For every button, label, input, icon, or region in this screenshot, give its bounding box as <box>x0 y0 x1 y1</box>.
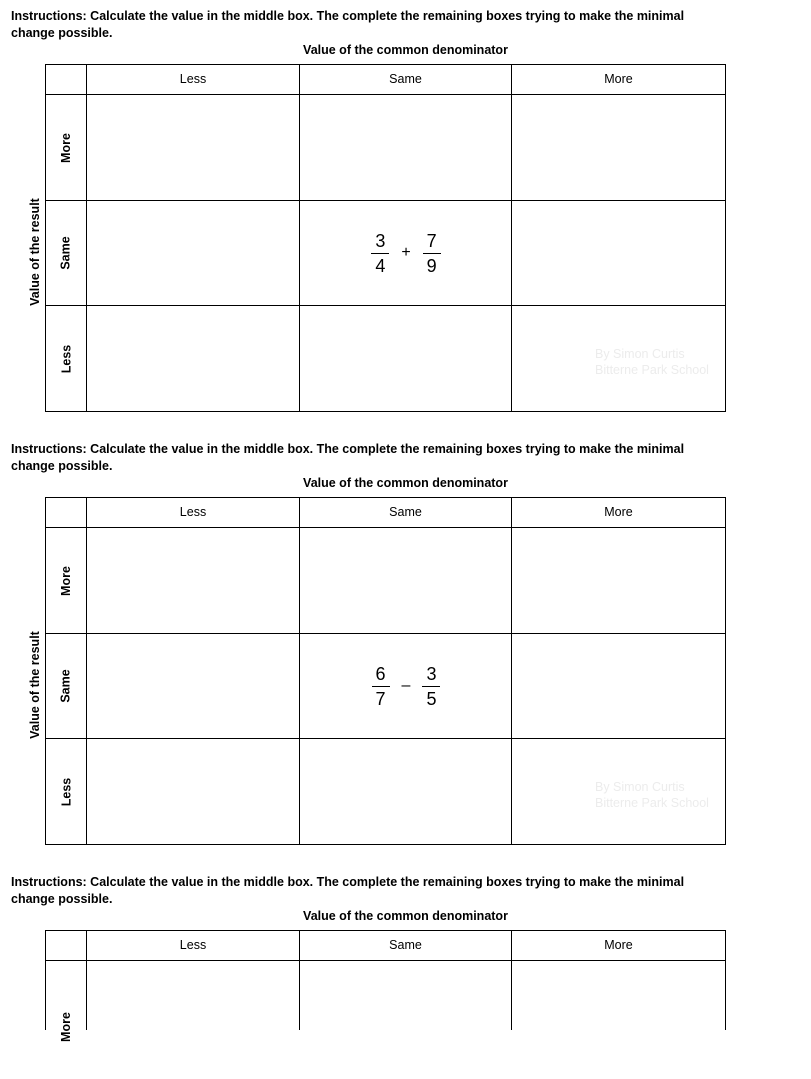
column-header-more: More <box>604 72 633 86</box>
column-header-more: More <box>604 938 633 952</box>
instructions-text: Instructions: Calculate the value in the middle box. The complete the remaining boxes trying to make the minimal change possible. <box>11 442 685 473</box>
column-header-same: Same <box>389 72 422 86</box>
denominator-1: 4 <box>375 255 386 276</box>
row-axis-title: Value of the result <box>28 631 43 739</box>
row-header-same: Same <box>58 236 73 270</box>
denominator-2: 9 <box>426 255 437 276</box>
row-header-more: More <box>59 132 73 163</box>
row-header-less: Less <box>59 777 73 806</box>
operator: – <box>401 677 411 694</box>
column-header-less: Less <box>179 72 207 86</box>
row-axis-title: Value of the result <box>28 198 43 306</box>
operator: + <box>401 244 411 261</box>
numerator-2: 7 <box>426 230 437 251</box>
numerator-1: 3 <box>375 230 386 251</box>
fraction-1 <box>369 231 391 276</box>
numerator-1: 6 <box>375 663 386 684</box>
row-header-more: More <box>59 565 73 596</box>
fraction-1 <box>370 664 392 709</box>
column-axis-title: Value of the common denominator <box>303 909 508 923</box>
column-header-same: Same <box>389 938 422 952</box>
fraction-2 <box>421 231 443 276</box>
watermark: By Simon Curtis Bitterne Park School <box>595 347 709 377</box>
row-header-less: Less <box>59 344 73 373</box>
column-axis-title: Value of the common denominator <box>303 43 508 57</box>
fraction-2 <box>420 664 442 709</box>
watermark: By Simon Curtis Bitterne Park School <box>595 780 709 810</box>
numerator-2: 3 <box>426 663 437 684</box>
fraction-expression <box>300 201 512 305</box>
column-header-more: More <box>604 505 633 519</box>
column-axis-title: Value of the common denominator <box>303 476 508 490</box>
instructions-text: Instructions: Calculate the value in the middle box. The complete the remaining boxes trying to make the minimal change possible. <box>11 875 685 906</box>
row-header-same: Same <box>58 669 73 703</box>
row-header-more: More <box>59 1011 73 1042</box>
fraction-expression <box>300 634 512 738</box>
worksheet-section-3 <box>0 874 768 1042</box>
instructions-text: Instructions: Calculate the value in the middle box. The complete the remaining boxes trying to make the minimal change possible. <box>11 9 685 40</box>
denominator-2: 5 <box>426 688 437 709</box>
denominator-1: 7 <box>375 688 386 709</box>
column-header-less: Less <box>179 938 207 952</box>
column-header-less: Less <box>179 505 207 519</box>
column-header-same: Same <box>389 505 422 519</box>
